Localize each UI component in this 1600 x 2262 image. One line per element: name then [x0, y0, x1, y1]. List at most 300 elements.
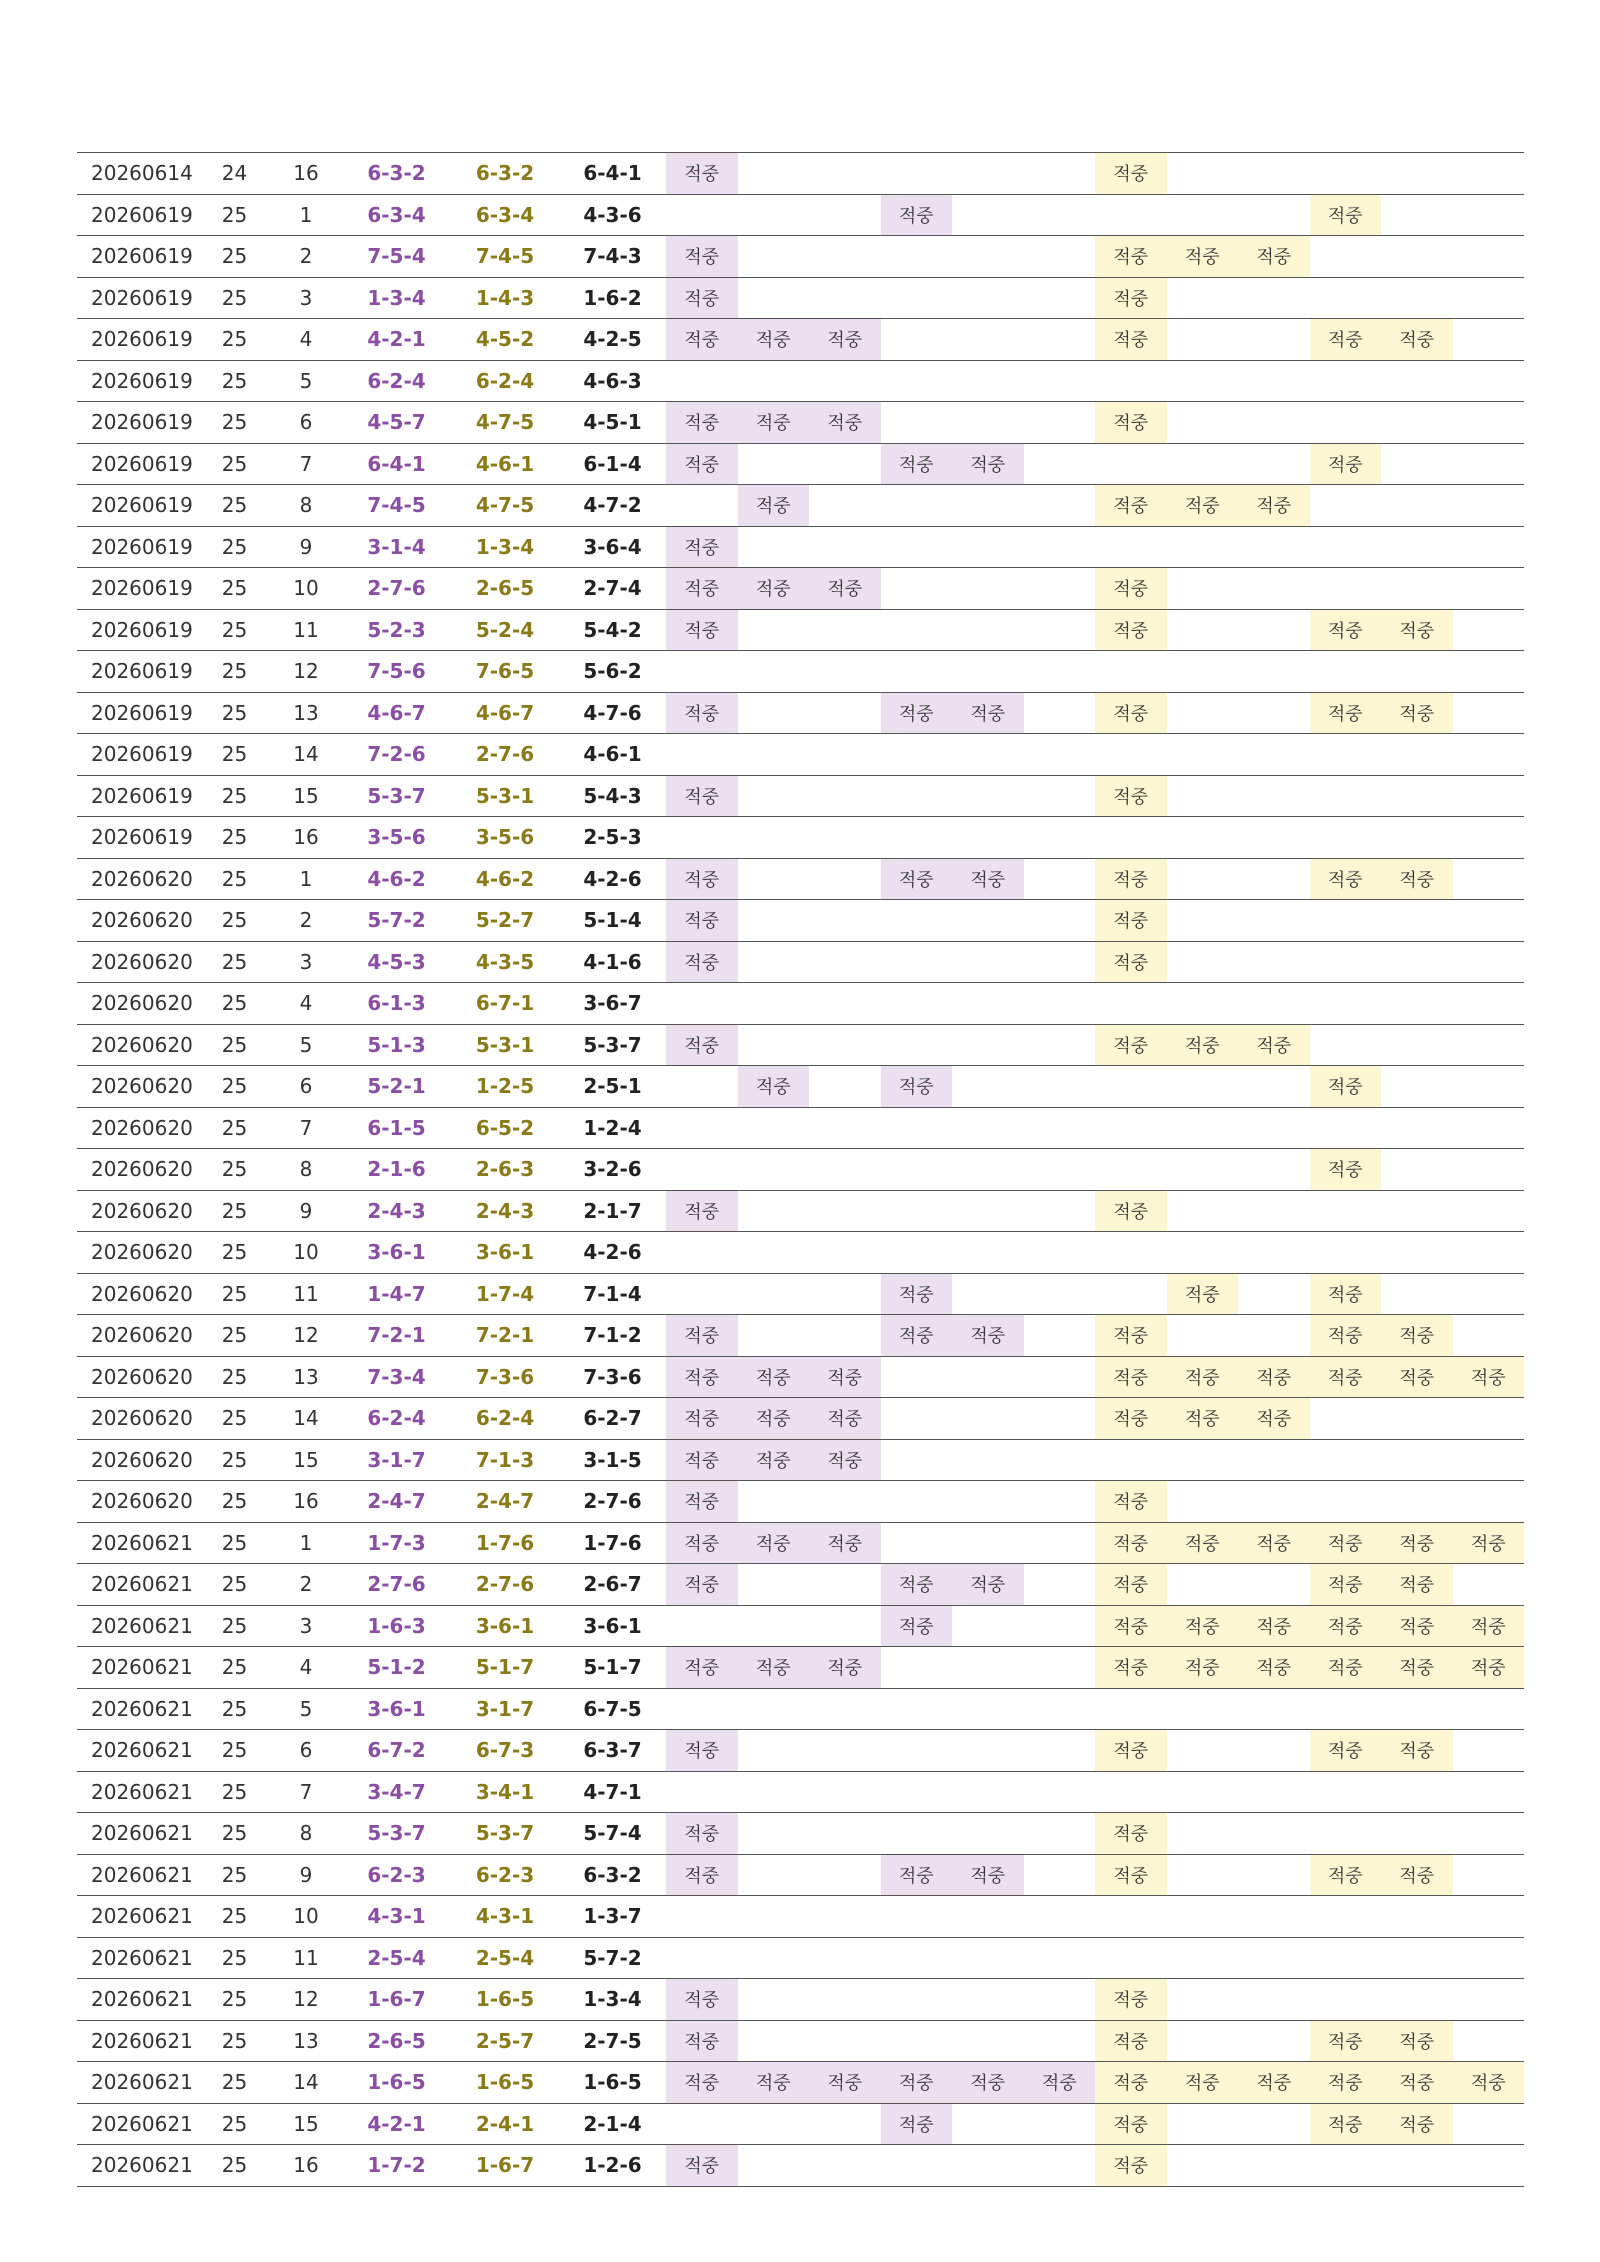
empty-mark-cell — [1453, 1730, 1525, 1772]
table-row — [77, 2145, 1524, 2187]
empty-mark-cell — [809, 734, 881, 776]
result-cell: 5-4-3 — [559, 775, 666, 817]
table-row — [77, 153, 1524, 195]
empty-mark-cell — [1238, 1564, 1310, 1606]
round-cell: 25 — [199, 817, 270, 859]
empty-mark-cell — [809, 153, 881, 195]
date-cell: 20260619 — [77, 319, 199, 361]
empty-mark-cell — [1238, 817, 1310, 859]
hit-mark-cell: 적중 — [809, 2062, 881, 2104]
empty-mark-cell — [881, 817, 953, 859]
empty-mark-cell — [738, 1896, 810, 1938]
race-number-cell: 2 — [270, 236, 342, 278]
hit-mark-cell: 적중 — [1167, 1522, 1239, 1564]
empty-mark-cell — [738, 1605, 810, 1647]
empty-mark-cell — [1453, 568, 1525, 610]
empty-mark-cell — [952, 526, 1024, 568]
date-cell: 20260621 — [77, 2103, 199, 2145]
empty-mark-cell — [1453, 526, 1525, 568]
empty-mark-cell — [1238, 1232, 1310, 1274]
hit-mark-cell: 적중 — [1095, 236, 1167, 278]
empty-mark-cell — [1381, 1937, 1453, 1979]
hit-mark-cell: 적중 — [666, 443, 738, 485]
table-row — [77, 1232, 1524, 1274]
result-cell: 5-7-4 — [559, 1813, 666, 1855]
hit-mark-cell: 적중 — [666, 568, 738, 610]
round-cell: 25 — [199, 526, 270, 568]
prediction-b-cell: 2-6-3 — [451, 1149, 559, 1191]
date-cell: 20260620 — [77, 1024, 199, 1066]
empty-mark-cell — [881, 1771, 953, 1813]
empty-mark-cell — [952, 236, 1024, 278]
empty-mark-cell — [1167, 1771, 1239, 1813]
hit-mark-cell: 적중 — [809, 1647, 881, 1689]
table-row — [77, 1688, 1524, 1730]
date-cell: 20260619 — [77, 443, 199, 485]
race-number-cell: 9 — [270, 1190, 342, 1232]
empty-mark-cell — [952, 1771, 1024, 1813]
empty-mark-cell — [881, 1439, 953, 1481]
empty-mark-cell — [1310, 1481, 1382, 1523]
empty-mark-cell — [1310, 651, 1382, 693]
race-number-cell: 13 — [270, 692, 342, 734]
empty-mark-cell — [1310, 1398, 1382, 1440]
result-cell: 4-7-6 — [559, 692, 666, 734]
empty-mark-cell — [1310, 817, 1382, 859]
prediction-b-cell: 5-2-4 — [451, 609, 559, 651]
empty-mark-cell — [1095, 1771, 1167, 1813]
empty-mark-cell — [1095, 1107, 1167, 1149]
prediction-a-cell: 1-6-3 — [342, 1605, 451, 1647]
empty-mark-cell — [1238, 402, 1310, 444]
date-cell: 20260620 — [77, 941, 199, 983]
round-cell: 25 — [199, 402, 270, 444]
empty-mark-cell — [1238, 1937, 1310, 1979]
empty-mark-cell — [1381, 360, 1453, 402]
date-cell: 20260621 — [77, 1813, 199, 1855]
hit-mark-cell: 적중 — [952, 2062, 1024, 2104]
empty-mark-cell — [738, 858, 810, 900]
hit-mark-cell: 적중 — [1024, 2062, 1096, 2104]
empty-mark-cell — [1238, 1771, 1310, 1813]
hit-mark-cell: 적중 — [666, 1730, 738, 1772]
empty-mark-cell — [1310, 1232, 1382, 1274]
empty-mark-cell — [738, 817, 810, 859]
hit-mark-cell: 적중 — [1381, 1564, 1453, 1606]
empty-mark-cell — [1024, 1066, 1096, 1108]
date-cell: 20260621 — [77, 1854, 199, 1896]
hit-mark-cell: 적중 — [1095, 775, 1167, 817]
result-cell: 4-2-6 — [559, 1232, 666, 1274]
hit-mark-cell: 적중 — [1238, 1522, 1310, 1564]
table-row — [77, 443, 1524, 485]
empty-mark-cell — [738, 692, 810, 734]
empty-mark-cell — [738, 1481, 810, 1523]
hit-mark-cell: 적중 — [809, 319, 881, 361]
empty-mark-cell — [666, 651, 738, 693]
prediction-a-cell: 7-3-4 — [342, 1356, 451, 1398]
empty-mark-cell — [1381, 1979, 1453, 2021]
empty-mark-cell — [738, 2103, 810, 2145]
round-cell: 25 — [199, 775, 270, 817]
empty-mark-cell — [881, 1647, 953, 1689]
date-cell: 20260619 — [77, 651, 199, 693]
date-cell: 20260621 — [77, 1937, 199, 1979]
prediction-a-cell: 6-2-3 — [342, 1854, 451, 1896]
race-number-cell: 14 — [270, 2062, 342, 2104]
result-cell: 1-2-6 — [559, 2145, 666, 2187]
race-number-cell: 16 — [270, 2145, 342, 2187]
empty-mark-cell — [809, 1688, 881, 1730]
result-cell: 7-1-4 — [559, 1273, 666, 1315]
empty-mark-cell — [1453, 1771, 1525, 1813]
race-number-cell: 2 — [270, 1564, 342, 1606]
hit-mark-cell: 적중 — [881, 1605, 953, 1647]
prediction-b-cell: 6-3-2 — [451, 153, 559, 195]
date-cell: 20260619 — [77, 402, 199, 444]
prediction-b-cell: 6-7-3 — [451, 1730, 559, 1772]
empty-mark-cell — [1167, 277, 1239, 319]
hit-mark-cell: 적중 — [666, 2020, 738, 2062]
empty-mark-cell — [738, 2020, 810, 2062]
empty-mark-cell — [881, 568, 953, 610]
empty-mark-cell — [1024, 402, 1096, 444]
hit-mark-cell: 적중 — [666, 900, 738, 942]
empty-mark-cell — [952, 277, 1024, 319]
empty-mark-cell — [1167, 692, 1239, 734]
empty-mark-cell — [952, 1937, 1024, 1979]
result-cell: 2-1-4 — [559, 2103, 666, 2145]
hit-mark-cell: 적중 — [666, 153, 738, 195]
empty-mark-cell — [738, 775, 810, 817]
hit-mark-cell: 적중 — [1167, 2062, 1239, 2104]
empty-mark-cell — [1238, 692, 1310, 734]
empty-mark-cell — [1024, 983, 1096, 1025]
empty-mark-cell — [809, 1813, 881, 1855]
empty-mark-cell — [1238, 1149, 1310, 1191]
empty-mark-cell — [738, 1273, 810, 1315]
empty-mark-cell — [1310, 734, 1382, 776]
hit-mark-cell: 적중 — [738, 1522, 810, 1564]
empty-mark-cell — [1167, 609, 1239, 651]
table-row — [77, 1896, 1524, 1938]
table-row — [77, 1273, 1524, 1315]
empty-mark-cell — [1238, 568, 1310, 610]
empty-mark-cell — [738, 1024, 810, 1066]
prediction-a-cell: 4-6-7 — [342, 692, 451, 734]
race-number-cell: 4 — [270, 319, 342, 361]
prediction-a-cell: 6-7-2 — [342, 1730, 451, 1772]
table-row — [77, 1066, 1524, 1108]
hit-mark-cell: 적중 — [809, 1439, 881, 1481]
empty-mark-cell — [809, 858, 881, 900]
empty-mark-cell — [952, 1688, 1024, 1730]
empty-mark-cell — [1095, 443, 1167, 485]
round-cell: 25 — [199, 1937, 270, 1979]
date-cell: 20260619 — [77, 277, 199, 319]
prediction-a-cell: 1-6-7 — [342, 1979, 451, 2021]
empty-mark-cell — [738, 1688, 810, 1730]
empty-mark-cell — [1381, 1481, 1453, 1523]
empty-mark-cell — [1238, 983, 1310, 1025]
empty-mark-cell — [881, 1232, 953, 1274]
hit-mark-cell: 적중 — [666, 858, 738, 900]
prediction-b-cell: 2-4-3 — [451, 1190, 559, 1232]
empty-mark-cell — [952, 1439, 1024, 1481]
empty-mark-cell — [1167, 983, 1239, 1025]
empty-mark-cell — [1024, 1854, 1096, 1896]
empty-mark-cell — [1453, 2103, 1525, 2145]
empty-mark-cell — [1024, 1149, 1096, 1191]
empty-mark-cell — [1024, 1605, 1096, 1647]
prediction-a-cell: 1-3-4 — [342, 277, 451, 319]
empty-mark-cell — [1095, 1896, 1167, 1938]
empty-mark-cell — [952, 2145, 1024, 2187]
prediction-a-cell: 4-2-1 — [342, 2103, 451, 2145]
race-number-cell: 3 — [270, 1605, 342, 1647]
empty-mark-cell — [1381, 194, 1453, 236]
date-cell: 20260621 — [77, 2145, 199, 2187]
empty-mark-cell — [738, 941, 810, 983]
result-cell: 1-6-5 — [559, 2062, 666, 2104]
result-cell: 6-2-7 — [559, 1398, 666, 1440]
hit-mark-cell: 적중 — [1095, 1522, 1167, 1564]
prediction-b-cell: 6-2-3 — [451, 1854, 559, 1896]
empty-mark-cell — [1024, 1107, 1096, 1149]
result-cell: 1-7-6 — [559, 1522, 666, 1564]
empty-mark-cell — [1381, 1149, 1453, 1191]
empty-mark-cell — [1310, 1688, 1382, 1730]
empty-mark-cell — [1453, 194, 1525, 236]
hit-mark-cell: 적중 — [881, 2103, 953, 2145]
empty-mark-cell — [1024, 1730, 1096, 1772]
empty-mark-cell — [1381, 277, 1453, 319]
hit-mark-cell: 적중 — [1167, 1605, 1239, 1647]
round-cell: 25 — [199, 2103, 270, 2145]
round-cell: 25 — [199, 1273, 270, 1315]
race-number-cell: 11 — [270, 609, 342, 651]
empty-mark-cell — [1238, 1896, 1310, 1938]
hit-mark-cell: 적중 — [1310, 692, 1382, 734]
race-number-cell: 12 — [270, 651, 342, 693]
race-number-cell: 6 — [270, 402, 342, 444]
empty-mark-cell — [666, 1771, 738, 1813]
empty-mark-cell — [1167, 1937, 1239, 1979]
result-cell: 2-6-7 — [559, 1564, 666, 1606]
empty-mark-cell — [952, 651, 1024, 693]
hit-mark-cell: 적중 — [1310, 1273, 1382, 1315]
empty-mark-cell — [1381, 817, 1453, 859]
prediction-a-cell: 2-5-4 — [342, 1937, 451, 1979]
race-number-cell: 13 — [270, 1356, 342, 1398]
result-cell: 6-7-5 — [559, 1688, 666, 1730]
prediction-b-cell: 1-2-5 — [451, 1066, 559, 1108]
table-row — [77, 2020, 1524, 2062]
round-cell: 25 — [199, 983, 270, 1025]
prediction-b-cell: 4-6-2 — [451, 858, 559, 900]
empty-mark-cell — [1095, 1232, 1167, 1274]
empty-mark-cell — [952, 1647, 1024, 1689]
table-row — [77, 2062, 1524, 2104]
empty-mark-cell — [1310, 983, 1382, 1025]
race-number-cell: 5 — [270, 1024, 342, 1066]
empty-mark-cell — [1381, 568, 1453, 610]
empty-mark-cell — [1238, 1315, 1310, 1357]
hit-mark-cell: 적중 — [1381, 1356, 1453, 1398]
hit-mark-cell: 적중 — [1238, 1398, 1310, 1440]
prediction-b-cell: 3-6-1 — [451, 1232, 559, 1274]
empty-mark-cell — [738, 651, 810, 693]
empty-mark-cell — [1024, 1315, 1096, 1357]
hit-mark-cell: 적중 — [1238, 1024, 1310, 1066]
prediction-a-cell: 7-2-6 — [342, 734, 451, 776]
hit-mark-cell: 적중 — [1167, 1356, 1239, 1398]
empty-mark-cell — [952, 1896, 1024, 1938]
table-row — [77, 277, 1524, 319]
race-number-cell: 16 — [270, 1481, 342, 1523]
table-row — [77, 1481, 1524, 1523]
race-number-cell: 11 — [270, 1273, 342, 1315]
prediction-a-cell: 3-1-7 — [342, 1439, 451, 1481]
round-cell: 25 — [199, 734, 270, 776]
race-number-cell: 15 — [270, 775, 342, 817]
empty-mark-cell — [1095, 1688, 1167, 1730]
table-row — [77, 858, 1524, 900]
empty-mark-cell — [881, 734, 953, 776]
empty-mark-cell — [666, 1688, 738, 1730]
hit-mark-cell: 적중 — [1095, 568, 1167, 610]
empty-mark-cell — [952, 1730, 1024, 1772]
empty-mark-cell — [809, 360, 881, 402]
round-cell: 25 — [199, 609, 270, 651]
race-number-cell: 13 — [270, 2020, 342, 2062]
empty-mark-cell — [1453, 858, 1525, 900]
empty-mark-cell — [1381, 1813, 1453, 1855]
date-cell: 20260620 — [77, 1149, 199, 1191]
prediction-a-cell: 2-4-7 — [342, 1481, 451, 1523]
date-cell: 20260619 — [77, 692, 199, 734]
prediction-b-cell: 7-3-6 — [451, 1356, 559, 1398]
empty-mark-cell — [881, 277, 953, 319]
hit-mark-cell: 적중 — [1381, 2103, 1453, 2145]
result-cell: 4-2-5 — [559, 319, 666, 361]
hit-mark-cell: 적중 — [666, 1024, 738, 1066]
empty-mark-cell — [1167, 858, 1239, 900]
hit-mark-cell: 적중 — [666, 1190, 738, 1232]
empty-mark-cell — [952, 360, 1024, 402]
empty-mark-cell — [881, 1190, 953, 1232]
empty-mark-cell — [1381, 983, 1453, 1025]
prediction-b-cell: 4-5-2 — [451, 319, 559, 361]
empty-mark-cell — [738, 153, 810, 195]
empty-mark-cell — [1095, 526, 1167, 568]
hit-mark-cell: 적중 — [1095, 1647, 1167, 1689]
empty-mark-cell — [1453, 319, 1525, 361]
empty-mark-cell — [1167, 2145, 1239, 2187]
empty-mark-cell — [1024, 900, 1096, 942]
empty-mark-cell — [1024, 485, 1096, 527]
date-cell: 20260621 — [77, 1730, 199, 1772]
prediction-a-cell: 2-6-5 — [342, 2020, 451, 2062]
hit-mark-cell: 적중 — [1310, 609, 1382, 651]
empty-mark-cell — [1310, 402, 1382, 444]
prediction-a-cell: 2-7-6 — [342, 568, 451, 610]
empty-mark-cell — [1310, 900, 1382, 942]
empty-mark-cell — [881, 360, 953, 402]
empty-mark-cell — [1453, 277, 1525, 319]
empty-mark-cell — [1095, 1149, 1167, 1191]
result-cell: 7-3-6 — [559, 1356, 666, 1398]
round-cell: 25 — [199, 858, 270, 900]
hit-mark-cell: 적중 — [1381, 1522, 1453, 1564]
empty-mark-cell — [1238, 1190, 1310, 1232]
empty-mark-cell — [881, 1356, 953, 1398]
round-cell: 25 — [199, 1439, 270, 1481]
prediction-b-cell: 2-4-1 — [451, 2103, 559, 2145]
result-cell: 1-2-4 — [559, 1107, 666, 1149]
round-cell: 25 — [199, 2020, 270, 2062]
prediction-a-cell: 5-2-1 — [342, 1066, 451, 1108]
table-row — [77, 1979, 1524, 2021]
round-cell: 25 — [199, 1190, 270, 1232]
round-cell: 25 — [199, 1730, 270, 1772]
prediction-a-cell: 4-5-3 — [342, 941, 451, 983]
race-number-cell: 15 — [270, 2103, 342, 2145]
empty-mark-cell — [666, 1937, 738, 1979]
empty-mark-cell — [1310, 1937, 1382, 1979]
empty-mark-cell — [809, 1024, 881, 1066]
result-cell: 6-3-2 — [559, 1854, 666, 1896]
round-cell: 25 — [199, 1149, 270, 1191]
empty-mark-cell — [1310, 485, 1382, 527]
empty-mark-cell — [738, 236, 810, 278]
empty-mark-cell — [952, 1605, 1024, 1647]
hit-mark-cell: 적중 — [1167, 1273, 1239, 1315]
empty-mark-cell — [1238, 2020, 1310, 2062]
hit-mark-cell: 적중 — [666, 609, 738, 651]
prediction-b-cell: 2-4-7 — [451, 1481, 559, 1523]
table-row — [77, 941, 1524, 983]
hit-mark-cell: 적중 — [881, 443, 953, 485]
hit-mark-cell: 적중 — [1310, 1647, 1382, 1689]
empty-mark-cell — [738, 1232, 810, 1274]
empty-mark-cell — [1381, 900, 1453, 942]
empty-mark-cell — [1024, 1647, 1096, 1689]
empty-mark-cell — [1310, 1107, 1382, 1149]
empty-mark-cell — [1024, 609, 1096, 651]
empty-mark-cell — [809, 236, 881, 278]
table-row — [77, 900, 1524, 942]
empty-mark-cell — [881, 1024, 953, 1066]
empty-mark-cell — [952, 1232, 1024, 1274]
race-number-cell: 4 — [270, 1647, 342, 1689]
prediction-a-cell: 1-7-3 — [342, 1522, 451, 1564]
empty-mark-cell — [1310, 1190, 1382, 1232]
date-cell: 20260620 — [77, 1481, 199, 1523]
date-cell: 20260621 — [77, 1522, 199, 1564]
empty-mark-cell — [881, 1937, 953, 1979]
hit-mark-cell: 적중 — [952, 443, 1024, 485]
empty-mark-cell — [666, 1896, 738, 1938]
empty-mark-cell — [1381, 1190, 1453, 1232]
empty-mark-cell — [1024, 2103, 1096, 2145]
hit-mark-cell: 적중 — [952, 858, 1024, 900]
hit-mark-cell: 적중 — [666, 1854, 738, 1896]
result-cell: 3-6-4 — [559, 526, 666, 568]
empty-mark-cell — [881, 526, 953, 568]
table-row — [77, 1522, 1524, 1564]
empty-mark-cell — [1381, 1232, 1453, 1274]
